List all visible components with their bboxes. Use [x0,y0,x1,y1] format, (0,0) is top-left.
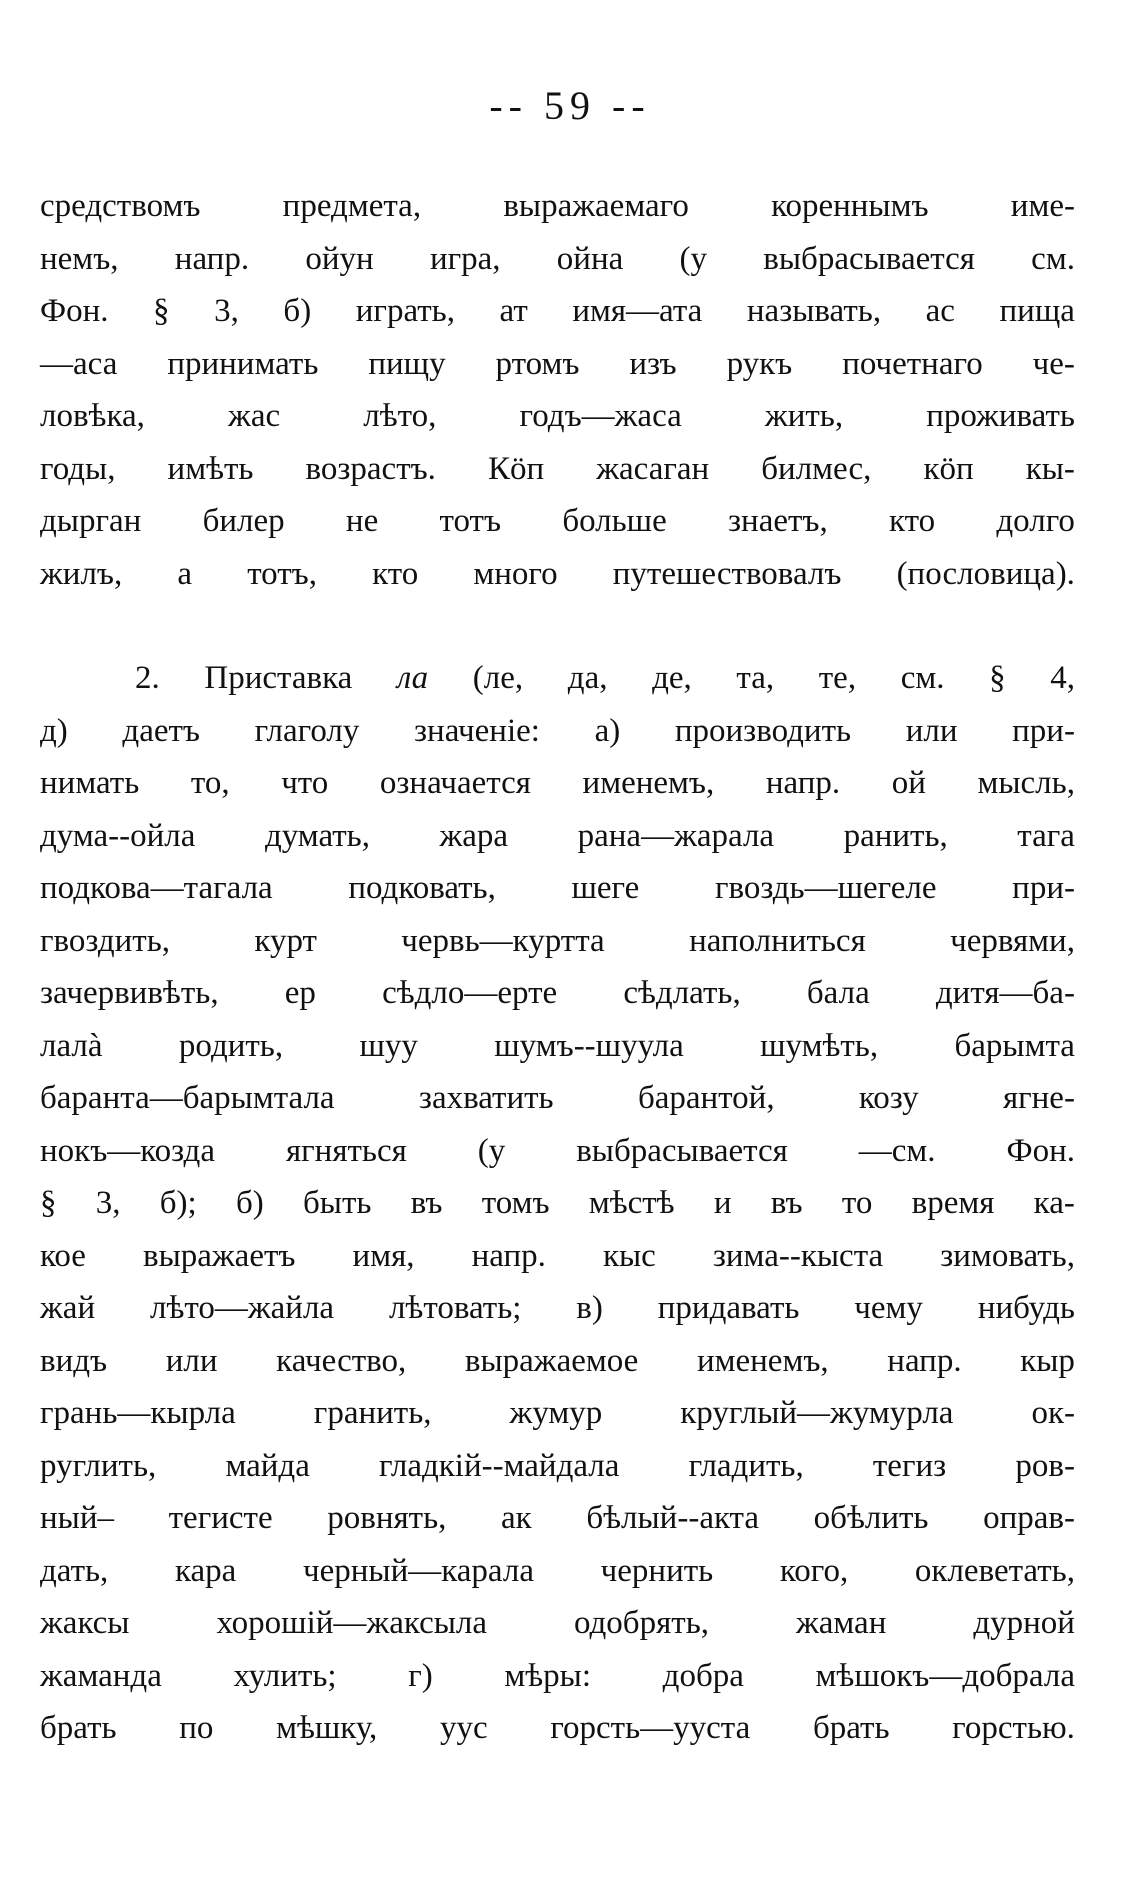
word: выражаетъ [142,1237,296,1274]
text-line [40,1650,1075,1703]
word: майда [225,1447,310,1484]
word: —см. [858,1132,936,1169]
word: обѣлить [813,1500,929,1536]
word: нокъ—козда [40,1132,215,1169]
word: называть, [746,293,882,329]
word: жара [439,817,509,854]
word: напр. [887,1342,962,1379]
word: тегисте [168,1500,273,1536]
text-line [40,285,1075,338]
word: д) [40,712,68,749]
text-line [40,1230,1075,1283]
word: § [153,293,170,329]
text-line [40,548,1075,601]
word: годъ—жаса [519,398,682,434]
word: жаксы [40,1605,130,1641]
word: именемъ, [696,1342,829,1379]
word: б); [159,1185,197,1221]
text-line [40,810,1075,863]
word: даетъ [122,712,200,749]
word: шуу [359,1027,418,1064]
word: придавать [657,1290,800,1326]
word: шумѣть, [760,1027,879,1064]
word: въ [770,1185,803,1221]
word: хулить; [233,1657,337,1694]
word: нибудь [977,1290,1075,1326]
word: подкова—тагала [40,870,273,906]
word: см. [1031,240,1075,277]
word: баранта—барымтала [40,1080,335,1116]
word: средствомъ [40,188,201,224]
word: мѣстѣ [588,1185,675,1221]
word: и [713,1185,732,1221]
word: руглить, [40,1447,157,1484]
word: въ [410,1185,443,1221]
text-line [40,233,1075,286]
word: ный– [40,1500,114,1536]
word: козу [858,1080,919,1116]
word: оправ- [983,1500,1075,1536]
word: 3, [214,293,239,329]
word: барымта [954,1027,1075,1064]
word: 2. [135,660,160,696]
word: Приставка [204,660,353,696]
word: (пословица). [896,555,1075,592]
text-line [40,1387,1075,1440]
word: выбрасывается [763,240,975,277]
word: долго [996,503,1075,539]
paragraph-1 [40,180,1075,600]
word: б) [283,293,312,329]
text-line [40,1545,1075,1598]
word: что [281,765,329,801]
word: име- [1010,188,1075,224]
word: думать, [264,817,370,854]
word: много [473,555,558,592]
word: зимовать, [940,1237,1075,1274]
word: жаманда [40,1657,162,1694]
word: или [905,712,958,749]
word: те, [818,660,857,696]
word: чему [854,1290,923,1326]
word: горсть—ууста [550,1710,751,1746]
word: почетнаго [842,345,983,382]
word: возрастъ. [305,450,436,487]
word: ранить, [843,817,948,854]
word: имѣть [167,450,254,487]
word: ой [891,765,926,801]
word: то, [190,765,230,801]
word: рукъ [726,345,793,382]
word: знаетъ, [728,503,828,539]
word: дырган [40,503,142,539]
word: родить, [178,1027,284,1064]
word: червь—куртта [401,922,605,959]
word: дурной [973,1605,1075,1641]
word: подковать, [348,870,496,906]
word: захватить [418,1080,554,1116]
word: по [179,1710,214,1746]
word: мысль, [977,765,1075,801]
text-line [40,967,1075,1020]
word: дума--ойла [40,817,196,854]
text-line [40,1335,1075,1388]
word: § [40,1185,57,1221]
word: ла [396,660,429,696]
word: ка- [1033,1185,1075,1221]
word: (ле, [472,660,524,696]
word: ок- [1031,1395,1075,1431]
word: дать, [40,1552,109,1589]
word: или [165,1342,218,1379]
text-line [40,757,1075,810]
text-line [40,862,1075,915]
text-line [40,1072,1075,1125]
word: при- [1012,870,1075,906]
word: быть [302,1185,372,1221]
word: кореннымъ [771,188,929,224]
word: червями, [950,922,1075,959]
word: пища [999,293,1075,329]
word: тотъ, [247,555,317,592]
word: время [911,1185,995,1221]
word: Фон. [40,293,109,329]
text-line [40,495,1075,548]
word: жасаган [596,450,710,487]
word: де, [652,660,692,696]
word: гранить, [313,1395,432,1431]
word: томъ [481,1185,550,1221]
word: ягняться [285,1132,407,1169]
word: жилъ, [40,555,123,592]
text-line [40,1282,1075,1335]
word: б) [235,1185,264,1221]
text-line [40,390,1075,443]
word: барантой, [637,1080,775,1116]
word: Фон. [1006,1132,1075,1169]
word: кы- [1025,450,1075,487]
word: кое [40,1237,86,1274]
word: тага [1017,817,1075,854]
word: черный—карала [303,1552,534,1589]
word: жумур [509,1395,603,1431]
word: глаголу [254,712,360,749]
word: дитя—ба- [935,975,1075,1011]
word: проживать [926,398,1075,434]
word: г) [408,1657,433,1694]
word: брать [40,1710,117,1746]
word: сѣдло—ерте [382,975,558,1011]
word: кара [175,1552,237,1589]
word: лѣто—жайла [149,1290,335,1326]
word: жить, [764,398,844,434]
word: (у [477,1132,506,1169]
word: ровнять, [327,1500,447,1536]
word: играть, [355,293,455,329]
word: гладкiй--майдала [379,1447,620,1484]
word: производить [674,712,852,749]
word: означается [379,765,531,801]
word: имя—ата [572,293,703,329]
word: выражаемаго [503,188,689,224]
word: горстью. [952,1710,1075,1746]
word: ас [925,293,955,329]
word: нимать [40,765,140,801]
word: лалà [40,1027,103,1064]
word: значенiе: [414,712,540,749]
word: а [177,555,193,592]
word: видъ [40,1342,108,1379]
word: а) [594,712,621,749]
word: именемъ, [582,765,715,801]
word: выбрасывается [576,1132,788,1169]
word: ров- [1015,1447,1075,1484]
paragraph-2 [40,652,1075,1755]
word: кыр [1020,1342,1075,1379]
word: § [989,660,1006,696]
word: напр. [471,1237,546,1274]
word: см. [900,660,945,696]
text-line [40,1020,1075,1073]
word: кто [372,555,419,592]
word: кого, [779,1552,849,1589]
word: ат [499,293,528,329]
word: жаман [795,1605,887,1641]
word: ак [501,1500,532,1536]
word: гвоздить, [40,922,171,959]
word: игра, [429,240,501,277]
word: ер [284,975,316,1011]
word: билер [202,503,285,539]
word: больше [562,503,667,539]
word: имя, [352,1237,415,1274]
word: добра [662,1657,744,1694]
word: немъ, [40,240,119,277]
word: качество, [276,1342,407,1379]
word: мѣры: [504,1657,592,1694]
word: наполниться [689,922,866,959]
word: гладить, [688,1447,804,1484]
word: зачервивѣть, [40,975,219,1011]
word: изъ [629,345,677,382]
word: ойна [556,240,624,277]
word: билмес, [761,450,872,487]
page-number: -- 59 -- [489,83,651,128]
word: годы, [40,450,116,487]
text-line [40,1597,1075,1650]
word: оклеветать, [914,1552,1075,1589]
word: ягне- [1002,1080,1075,1116]
word: тегиз [872,1447,947,1484]
text-line [40,180,1075,233]
word: кыс [602,1237,656,1274]
text-line [40,1702,1075,1755]
text-line [40,1177,1075,1230]
word: 4, [1050,660,1075,696]
word: круглый—жумурла [680,1395,954,1431]
word: хорошiй—жаксыла [216,1605,488,1641]
word: напр. [174,240,250,277]
word: бала [806,975,870,1011]
word: гвоздь—шегеле [714,870,937,906]
word: при- [1012,712,1075,749]
word: грань—кырла [40,1395,236,1431]
word: ртомъ [495,345,580,382]
word: шумъ--шуула [494,1027,684,1064]
word: одобрять, [573,1605,709,1641]
word: лѣто, [363,398,437,434]
text-line [40,915,1075,968]
word: в) [576,1290,603,1326]
word: жай [40,1290,96,1326]
word: 3, [95,1185,121,1221]
word: кöп [923,450,974,487]
text-line [40,652,1075,705]
text-line [40,1440,1075,1493]
text-line [40,1492,1075,1545]
word: бѣлый--акта [586,1500,760,1536]
word: —аса [40,345,118,382]
word: лѣтовать; [388,1290,522,1326]
word: че- [1032,345,1075,382]
word: пищу [368,345,446,382]
word: чернить [600,1552,714,1589]
text-line [40,338,1075,391]
word: то [841,1185,873,1221]
word: (у [679,240,708,277]
word: тотъ [439,503,502,539]
word: ловѣка, [40,398,145,434]
text-line [40,1125,1075,1178]
word: жас [228,398,281,434]
word: кто [889,503,936,539]
text-line [40,443,1075,496]
word: да, [567,660,608,696]
word: та, [736,660,775,696]
word: шеге [571,870,640,906]
text-line [40,705,1075,758]
word: курт [254,922,317,959]
word: брать [812,1710,890,1746]
word: выражаемое [464,1342,639,1379]
word: рана—жарала [577,817,775,854]
word: путешествовалъ [612,555,842,592]
word: предмета, [282,188,422,224]
word: принимать [167,345,319,382]
word: мѣшокъ—добрала [815,1657,1075,1694]
word: зима--кыста [712,1237,884,1274]
word: мѣшку, [276,1710,378,1746]
word: Кöп [487,450,545,487]
word: ойун [305,240,374,277]
word: уус [439,1710,488,1746]
word: напр. [765,765,841,801]
word: сѣдлать, [623,975,741,1011]
word: не [345,503,379,539]
